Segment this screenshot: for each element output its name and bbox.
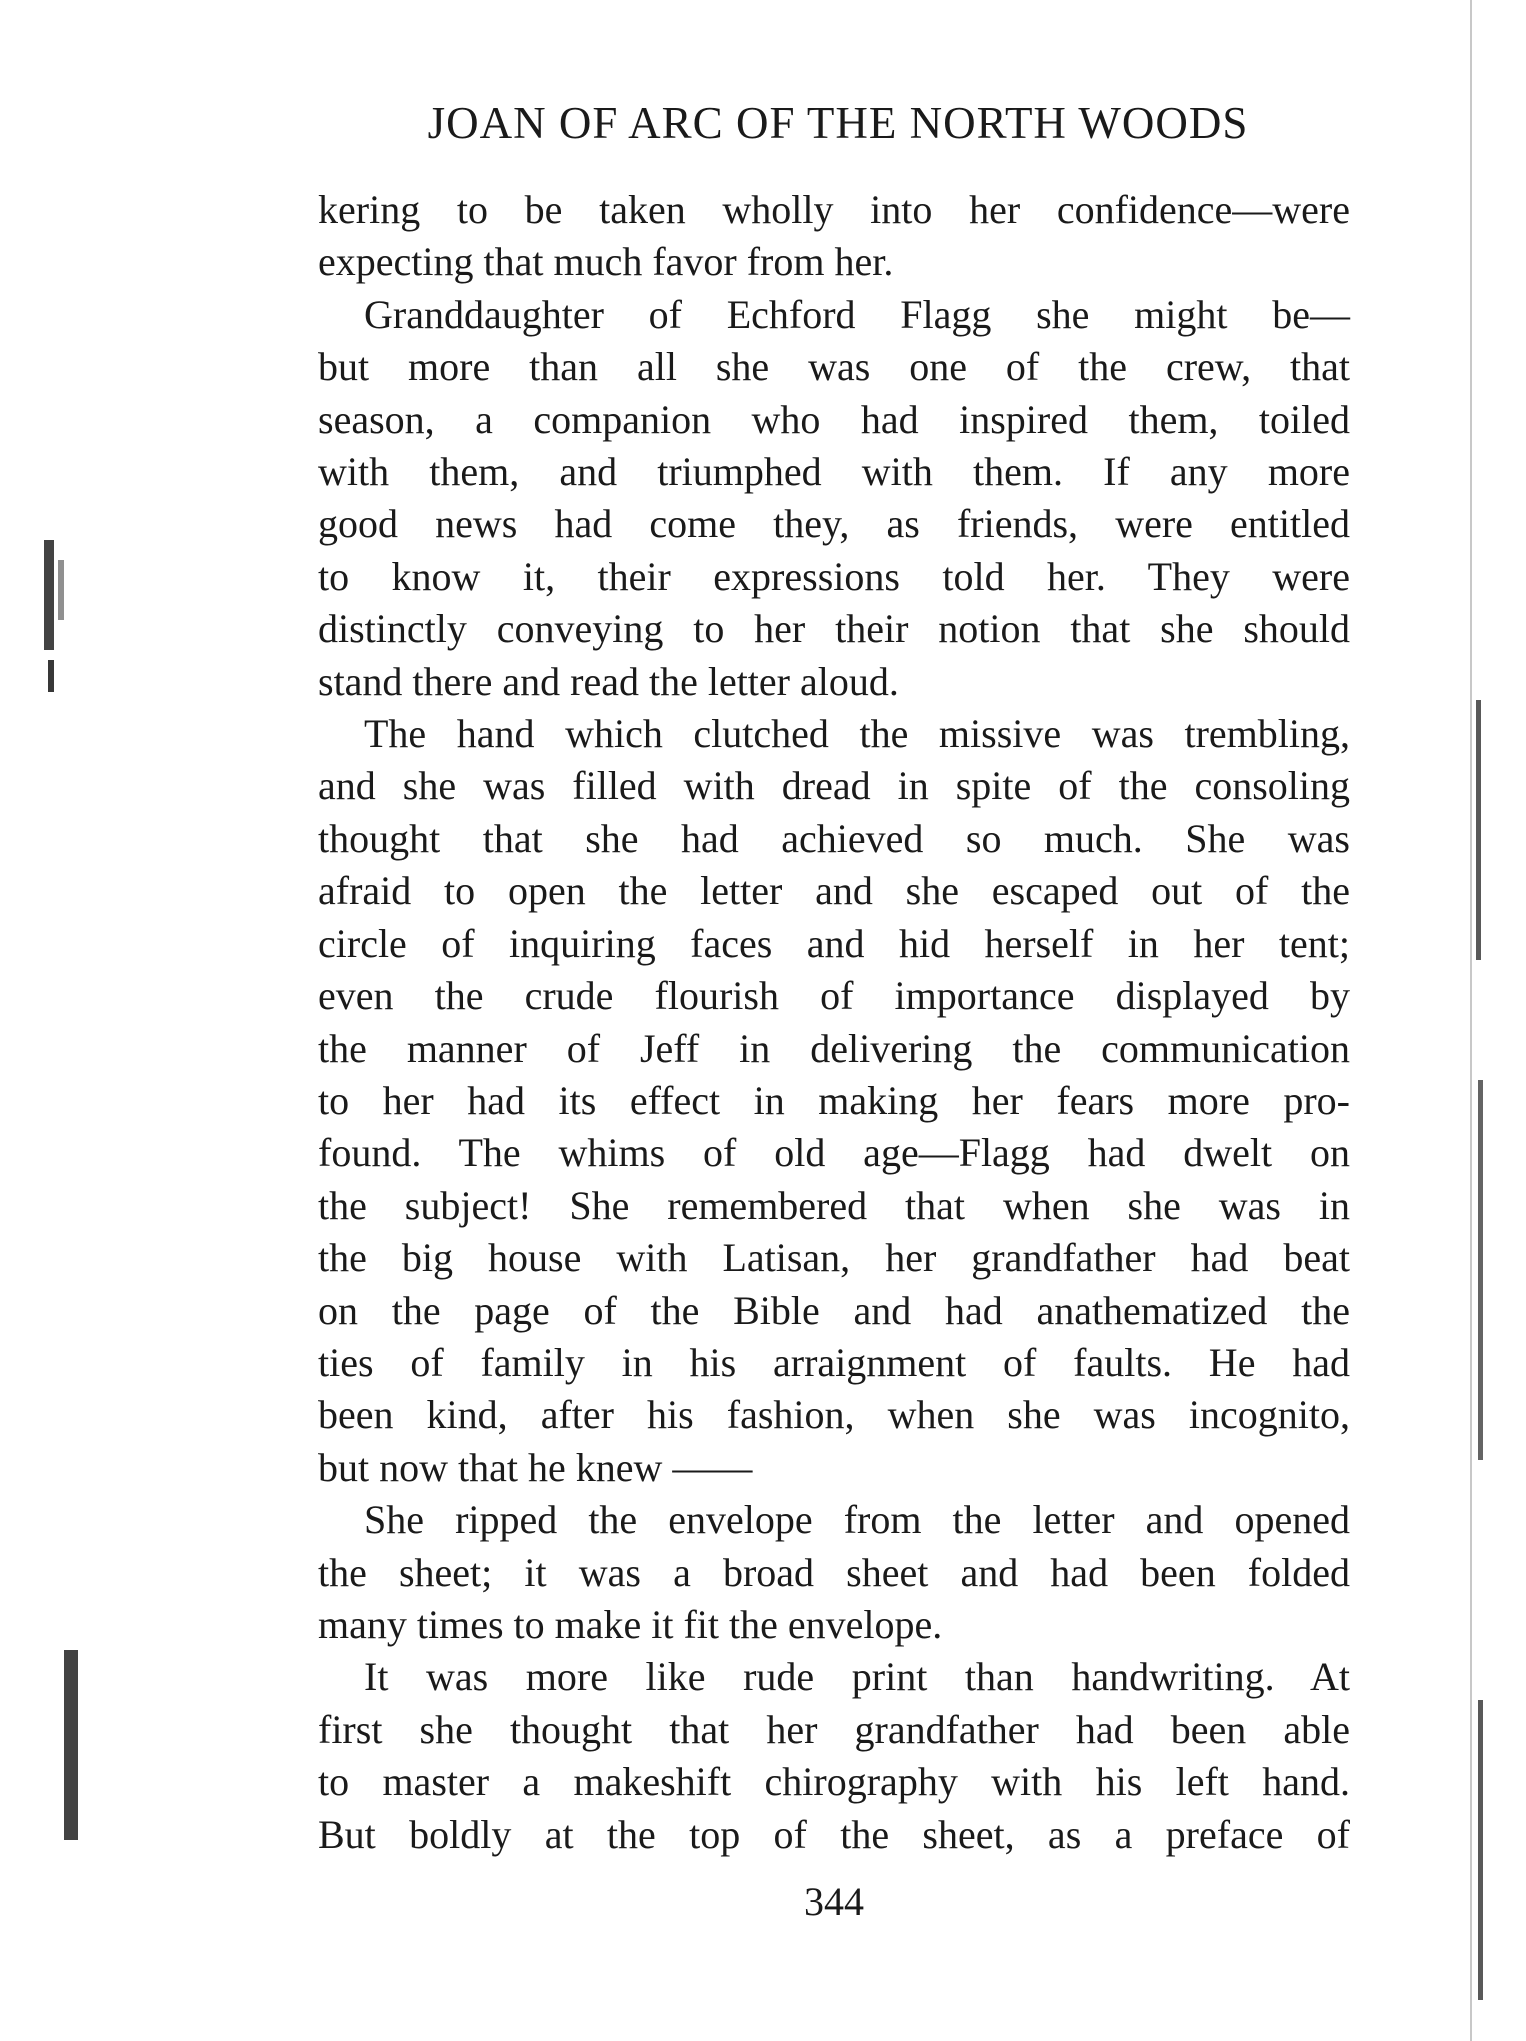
running-head: JOAN OF ARC OF THE NORTH WOODS [427,98,1249,148]
text-line: been kind, after his fashion, when she was incognito, [318,1392,1350,1438]
text-line: expecting that much favor from her. [318,239,894,285]
scan-edge-mark [1470,0,1472,2041]
text-line: The hand which clutched the missive was trembling, [364,711,1350,757]
text-line: many times to make it fit the envelope. [318,1601,943,1647]
text-line: to her had its effect in making her fears more pro- [318,1077,1350,1123]
text-line: but more than all she was one of the crew, that [318,344,1350,390]
text-line: She ripped the envelope from the letter and opened [364,1497,1350,1543]
text-line: the manner of Jeff in delivering the communication [318,1025,1350,1071]
text-line: first she thought that her grandfather had been able [318,1706,1350,1752]
text-line: to know it, their expressions told her. They were [318,553,1350,599]
text-line: kering to be taken wholly into her confidence—were [318,187,1350,232]
text-line: thought that she had achieved so much. She was [318,815,1350,861]
scan-edge-mark [1476,700,1481,960]
scan-edge-mark [44,540,54,650]
text-line: It was more like rude print than handwriting. At [364,1654,1350,1700]
text-line: the subject! She remembered that when she was in [318,1182,1350,1228]
text-line: stand there and read the letter aloud. [318,658,899,704]
text-line: the sheet; it was a broad sheet and had been folded [318,1549,1350,1595]
text-line: on the page of the Bible and had anathematized the [318,1287,1350,1333]
text-line: even the crude flourish of importance displayed by [318,973,1350,1019]
scan-edge-mark [1478,1080,1483,1460]
text-line: the big house with Latisan, her grandfather had beat [318,1235,1350,1281]
text-line: afraid to open the letter and she escaped out of the [318,868,1350,914]
text-line: and she was filled with dread in spite of the consoling [318,763,1350,809]
text-line: distinctly conveying to her their notion that she should [318,606,1350,652]
scan-edge-mark [64,1650,78,1840]
text-line: circle of inquiring faces and hid herself in her tent; [318,920,1350,966]
text-line: ties of family in his arraignment of faults. He had [318,1339,1350,1385]
text-line: but now that he knew —— [318,1444,753,1490]
page-number: 344 [804,1879,864,1924]
text-line: found. The whims of old age—Flagg had dwelt on [318,1130,1350,1176]
scan-edge-mark [1478,1700,1483,2000]
text-line: But boldly at the top of the sheet, as a preface of [318,1811,1350,1857]
text-line: with them, and triumphed with them. If any more [318,449,1350,495]
scan-edge-mark [48,660,54,692]
body-text [318,184,1350,1861]
text-line: to master a makeshift chirography with his left hand. [318,1759,1350,1805]
text-line: good news had come they, as friends, were entitled [318,501,1350,547]
text-line: Granddaughter of Echford Flagg she might be— [364,291,1350,337]
scan-edge-mark [58,560,64,620]
text-line: season, a companion who had inspired them, toiled [318,396,1350,442]
